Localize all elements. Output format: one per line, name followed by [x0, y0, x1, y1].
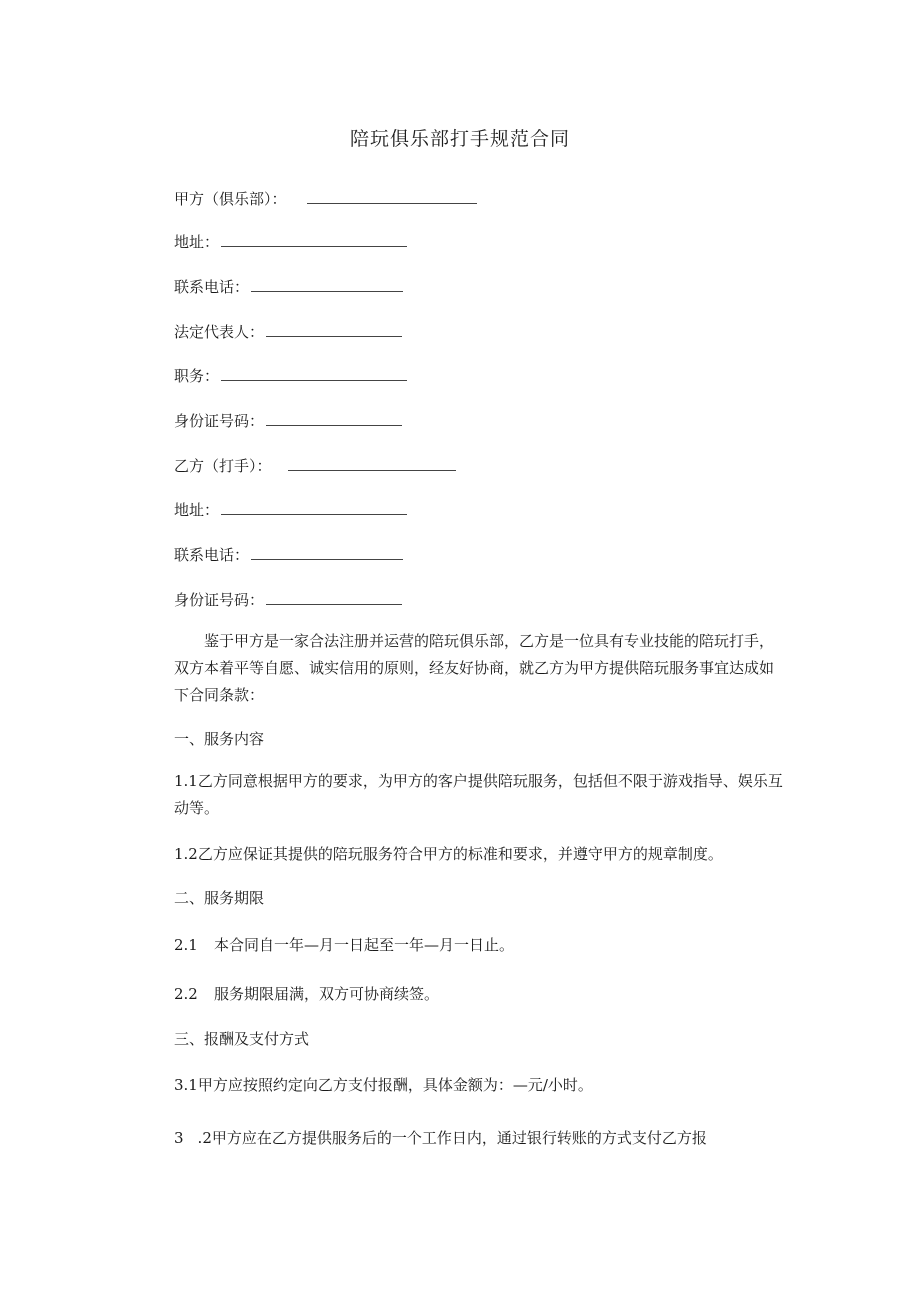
- section-heading: 二、服务期限: [174, 889, 265, 907]
- party-b-id-field: [174, 590, 402, 610]
- clause-2-2: [174, 984, 439, 1004]
- legal-rep-blank: [266, 322, 402, 337]
- clause-text: 本合同自一年—月一日起至一年—月一日止。: [214, 936, 515, 954]
- party-b-label: 乙方（打手）：: [174, 457, 272, 475]
- clause-number: 3.1: [174, 1076, 198, 1094]
- section-heading: 一、服务内容: [174, 730, 265, 748]
- party-a-legal-rep-field: [174, 322, 402, 342]
- field-label: 联系电话：: [174, 546, 250, 564]
- clause-1-2: [174, 844, 723, 864]
- field-label: 职务：: [174, 367, 220, 385]
- section-heading: 三、报酬及支付方式: [174, 1030, 310, 1048]
- field-label: 联系电话：: [174, 278, 250, 296]
- phone-blank: [251, 277, 403, 292]
- field-label: 身份证号码：: [174, 412, 265, 430]
- clause-text: 乙方同意根据甲方的要求，为甲方的客户提供陪玩服务，包括但不限于游戏指导、娱乐互动等。: [174, 772, 783, 817]
- party-a-phone-field: [174, 277, 403, 297]
- clause-text: .2甲方应在乙方提供服务后的一个工作日内，通过银行转账的方式支付乙方报: [197, 1129, 707, 1147]
- clause-1-1: [174, 768, 786, 822]
- party-b-field: [174, 456, 456, 476]
- party-a-address-field: [174, 232, 407, 252]
- party-b-phone-field: [174, 545, 403, 565]
- phone-blank: [251, 545, 403, 560]
- clause-number: 1.2: [174, 845, 198, 863]
- clause-2-1: [174, 935, 514, 955]
- clause-number: 3: [174, 1129, 184, 1147]
- clause-text: 服务期限届满，双方可协商续签。: [214, 985, 440, 1003]
- clause-3-1: [174, 1075, 593, 1095]
- party-b-blank: [288, 456, 456, 471]
- field-label: 地址：: [174, 501, 220, 519]
- party-b-address-field: [174, 500, 407, 520]
- address-blank: [221, 500, 407, 515]
- field-label: 身份证号码：: [174, 591, 265, 609]
- party-a-id-field: [174, 411, 402, 431]
- id-blank: [266, 411, 402, 426]
- position-blank: [221, 366, 407, 381]
- clause-3-2: [174, 1128, 707, 1148]
- party-a-label: 甲方（俱乐部）：: [174, 190, 287, 208]
- field-label: 法定代表人：: [174, 323, 265, 341]
- clause-number: 1.1: [174, 772, 198, 790]
- party-a-blank: [307, 189, 477, 204]
- clause-text: 甲方应按照约定向乙方支付报酬，具体金额为：—元/小时。: [197, 1076, 593, 1094]
- document-title: 陪玩俱乐部打手规范合同: [349, 128, 570, 150]
- party-a-field: [174, 189, 477, 209]
- preamble-paragraph: 鉴于甲方是一家合法注册并运营的陪玩俱乐部，乙方是一位具有专业技能的陪玩打手，双方本着平等自愿、诚实信用的原则，经友好协商，就乙方为甲方提供陪玩服务事宜达成如下合同条款：: [174, 632, 775, 704]
- id-blank: [266, 590, 402, 605]
- clause-text: 乙方应保证其提供的陪玩服务符合甲方的标准和要求，并遵守甲方的规章制度。: [197, 845, 723, 863]
- address-blank: [221, 232, 407, 247]
- clause-number: 2.1: [174, 936, 198, 954]
- field-label: 地址：: [174, 233, 220, 251]
- clause-number: 2.2: [174, 985, 198, 1003]
- party-a-position-field: [174, 366, 407, 386]
